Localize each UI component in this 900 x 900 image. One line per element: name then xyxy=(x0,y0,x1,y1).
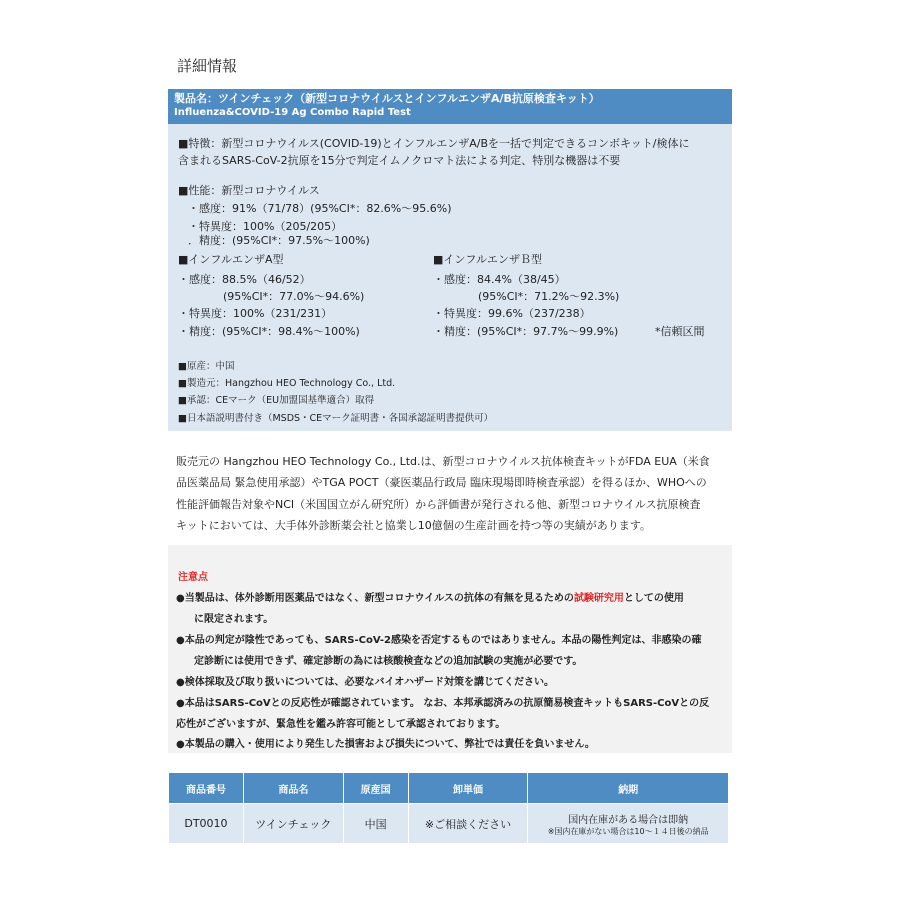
cell-delivery xyxy=(528,804,729,844)
approval-line: ■承認：CEマーク（EU加盟国基準適合）取得 xyxy=(178,395,375,406)
feature-line-2: 含まれるSARS-CoV-2抗原を15分で判定イムノクロマト法による判定、特別な機器は不要 xyxy=(178,154,621,167)
delivery-note: ※国内在庫がない場合は10～１４日後の納品 xyxy=(547,826,709,836)
cell-origin: 中国 xyxy=(343,804,408,844)
flu-b-ci: (95%CI*：71.2%～92.3%) xyxy=(478,290,620,303)
header-price: 卸単価 xyxy=(408,773,528,804)
description-line-2: 品医薬品局 緊急使用承認）やTGA POCT（豪医薬品行政局 臨床現場即時検査承認）を得るほか、WHOへの xyxy=(176,476,707,489)
header-origin: 原産国 xyxy=(343,773,408,804)
caution-item-4: ●本品はSARS-CoVとの反応性が確認されています。 なお、本邦承認済みの抗原簡易検査キットもSARS-CoVとの反 xyxy=(176,698,710,709)
description-line-3: 性能評価報告対象やNCI（米国国立がん研究所）から評価書が発行される他、新型コロナウイルス抗原検査 xyxy=(176,498,701,511)
feature-line-1: ■特徴：新型コロナウイルス(COVID-19)とインフルエンザA/Bを一括で判定できるコンボキット/検体に xyxy=(178,137,690,150)
product-title-band xyxy=(168,89,732,124)
flu-b-precision: ・精度：(95%CI*：97.7%～99.9%) xyxy=(433,325,619,338)
research-use-emphasis: 試験研究用 xyxy=(573,593,624,604)
description-line-4: キットにおいては、大手体外診断薬会社と協業し10億個の生産計画を持つ等の実績があります。 xyxy=(176,519,651,532)
covid-precision: ．精度：(95%CI*：97.5%～100%) xyxy=(188,234,370,247)
manual-line: ■日本語説明書付き（MSDS・CEマーク証明書・各国承認証明書提供可） xyxy=(178,413,494,424)
caution-panel xyxy=(168,545,732,753)
flu-a-ci: (95%CI*：77.0%～94.6%) xyxy=(223,290,365,303)
ci-footnote: *信頼区間 xyxy=(655,325,705,338)
product-title-jp: 製品名：ツインチェック（新型コロナウイルスとインフルエンザA/B抗原検査キット） xyxy=(174,92,600,105)
flu-a-precision: ・精度：(95%CI*：98.4%～100%) xyxy=(178,325,360,338)
cell-name: ツインチェック xyxy=(243,804,343,844)
caution-item-5: ●本製品の購入・使用により発生した損害および損失について、弊社では責任を負いません。 xyxy=(176,739,595,750)
covid-sensitivity: ・感度：91%（71/78）(95%CI*：82.6%～95.6%) xyxy=(188,202,452,215)
flu-a-specificity: ・特異度：100%（231/231） xyxy=(178,307,333,320)
section-heading: 詳細情報 xyxy=(177,57,238,75)
flu-b-sensitivity: ・感度：84.4%（38/45） xyxy=(433,273,566,286)
caution-item-3: ●検体採取及び取り扱いについては、必要なバイオハザード対策を講じてください。 xyxy=(176,677,555,688)
covid-specificity: ・特異度：100%（205/205） xyxy=(188,220,343,233)
caution-item-1-tail: としての使用 xyxy=(623,593,684,604)
flu-a-title: ■インフルエンザA型 xyxy=(178,253,284,266)
description-line-1: 販売元の Hangzhou HEO Technology Co., Ltd.は、新型コロナウイルス抗体検査キットがFDA EUA（米食 xyxy=(176,455,710,468)
flu-b-specificity: ・特異度：99.6%（237/238） xyxy=(433,307,591,320)
cell-price: ※ご相談ください xyxy=(408,804,528,844)
manufacturer-line: ■製造元：Hangzhou HEO Technology Co., Ltd. xyxy=(178,378,396,389)
caution-item-2-cont: 定診断には使用できず、確定診断の為には核酸検査などの追加試験の実施が必要です。 xyxy=(194,656,583,667)
caution-title: 注意点 xyxy=(178,572,208,583)
description-panel xyxy=(168,431,732,545)
flu-b-title: ■インフルエンザＢ型 xyxy=(433,253,542,266)
flu-a-sensitivity: ・感度：88.5%（46/52） xyxy=(178,273,311,286)
caution-item-1-text: ●当製品は、体外診断用医薬品ではなく、新型コロナウイルスの抗体の有無を見るための xyxy=(176,593,574,604)
header-name: 商品名 xyxy=(243,773,343,804)
spec-panel xyxy=(168,124,732,431)
cell-code: DT0010 xyxy=(169,804,244,844)
caution-item-4-cont: 応性がございますが、緊急性を鑑み許容可能として承認されております。 xyxy=(176,719,506,730)
product-title-en: Influenza&COVID-19 Ag Combo Rapid Test xyxy=(174,107,411,118)
performance-title: ■性能：新型コロナウイルス xyxy=(178,184,320,197)
product-table xyxy=(168,772,729,844)
caution-item-1-cont: に限定されます。 xyxy=(194,614,274,625)
caution-item-1 xyxy=(176,588,684,609)
caution-item-2: ●本品の判定が陰性であっても、SARS-CoV-2感染を否定するものではありません。本品の陽性判定は、非感染の確 xyxy=(176,635,702,646)
delivery-main: 国内在庫がある場合は即納 xyxy=(568,814,689,826)
header-delivery: 納期 xyxy=(528,773,729,804)
table-header-row xyxy=(169,773,729,804)
table-row xyxy=(169,804,729,844)
origin-line: ■原産：中国 xyxy=(178,361,235,372)
header-code: 商品番号 xyxy=(169,773,244,804)
